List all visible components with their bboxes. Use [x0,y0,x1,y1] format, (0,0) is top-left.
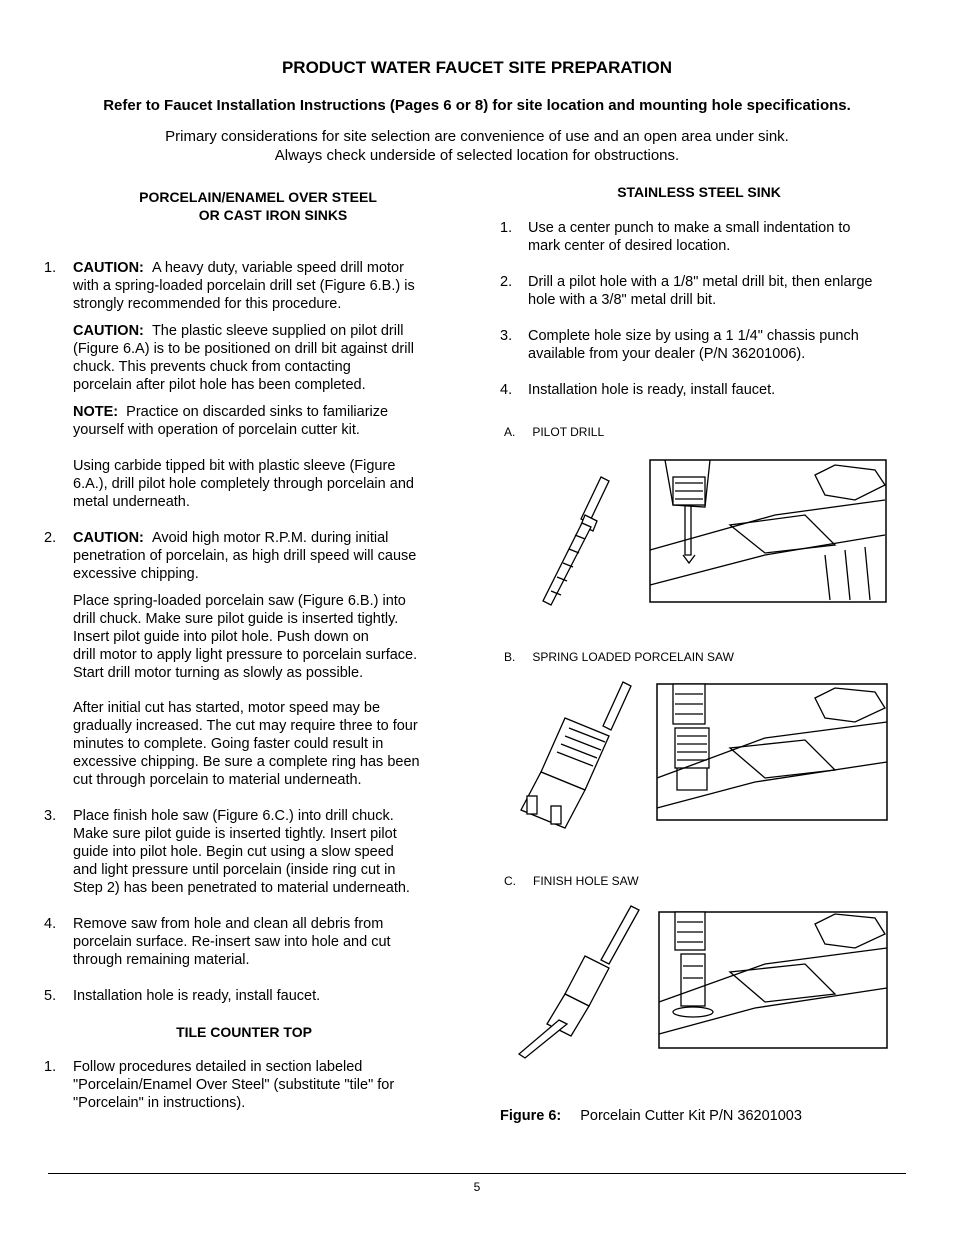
porcelain-heading [44,188,472,224]
step-number: 2. [500,274,513,290]
stainless-heading: STAINLESS STEEL SINK [617,184,781,200]
note-text: Practice on discarded sinks to familiarize [126,404,389,420]
paragraph-line: Installation hole is ready, install faucet. [73,988,321,1004]
paragraph-line: gradually increased. The cut may require three to four [73,718,418,734]
note-text: yourself with operation of porcelain cutter kit. [73,422,360,438]
porcelain-saw-illustration [505,678,895,838]
paragraph-line: Start drill motor turning as slowly as possible. [73,665,364,681]
paragraph-line: 6.A.), drill pilot hole completely through porcelain and [73,476,414,492]
paragraph-line: Step 2) has been penetrated to material underneath. [73,880,410,896]
paragraph-line: Place finish hole saw (Figure 6.C.) into drill chuck. [73,808,394,824]
porcelain-step-3 [44,807,454,902]
porcelain-step-1-note [73,403,473,439]
figure-caption [500,1108,802,1124]
paragraph-line: metal underneath. [73,494,190,510]
step-text [528,381,775,399]
stainless-step-4 [500,381,910,401]
caution-text: Avoid high motor R.P.M. during initial [151,530,389,546]
stainless-step-3 [500,327,910,367]
step-text [528,219,850,255]
step-text [528,273,872,309]
step-text [73,529,416,583]
paragraph-line: "Porcelain" in instructions). [73,1095,246,1111]
paragraph-line: drill chuck. Make sure pilot guide is inserted tightly. [73,611,399,627]
figure-letter: B. [504,650,516,664]
caution-text: The plastic sleeve supplied on pilot drill [151,323,404,339]
paragraph-line: drill motor to apply light pressure to porcelain surface. [73,647,418,663]
paragraph-line: Using carbide tipped bit with plastic sleeve (Figure [73,458,396,474]
caution-text: excessive chipping. [73,566,199,582]
paragraph-line: through remaining material. [73,952,250,968]
paragraph-line: guide into pilot hole. Begin cut using a slow speed [73,844,394,860]
paragraph-line: Follow procedures detailed in section labeled [73,1059,363,1075]
figure-caption-text: Porcelain Cutter Kit P/N 36201003 [580,1108,802,1124]
tile-step-1 [44,1058,454,1118]
porcelain-step-2-after [73,699,473,789]
paragraph-line: excessive chipping. Be sure a complete ring has been [73,754,420,770]
paragraph-line: Drill a pilot hole with a 1/8" metal drill bit, then enlarge [528,274,873,290]
paragraph-line: porcelain surface. Re-insert saw into hole and cut [73,934,391,950]
step-number: 1. [500,220,513,236]
porcelain-step-4 [44,915,454,975]
page-title: PRODUCT WATER FAUCET SITE PREPARATION [281,58,673,77]
caution-label: CAUTION: [73,323,144,339]
caution-text: A heavy duty, variable speed drill motor [151,260,404,276]
step-text [73,915,391,969]
intro-line-2: Always check underside of selected location for obstructions. [274,147,680,164]
paragraph-line: available from your dealer (P/N 36201006). [528,346,806,362]
paragraph-line: mark center of desired location. [528,238,731,254]
step-text [73,1058,394,1112]
caution-text: chuck. This prevents chuck from contacting [73,359,351,375]
porcelain-step-1-using [73,457,473,511]
reference-line: Refer to Faucet Installation Instructions (Pages 6 or 8) for site location and mounting hole specifications. [103,97,851,114]
step-number: 3. [500,328,513,344]
caution-text: penetration of porcelain, as high drill speed will cause [73,548,417,564]
figure-title: PILOT DRILL [532,425,605,439]
figure-a-label [504,425,604,439]
step-number: 1. [44,260,57,276]
paragraph-line: Use a center punch to make a small indentation to [528,220,851,236]
paragraph-line: hole with a 3/8" metal drill bit. [528,292,717,308]
figure-letter: C. [504,874,516,888]
caution-label: CAUTION: [73,260,144,276]
stainless-step-2 [500,273,910,313]
note-label: NOTE: [73,404,119,420]
intro-text [0,127,954,165]
porcelain-step-1 [44,259,454,319]
step-number: 4. [44,916,57,932]
paragraph-line: cut through porcelain to material underneath. [73,772,362,788]
paragraph-line: Remove saw from hole and clean all debris from [73,916,384,932]
porcelain-step-2 [44,529,454,589]
step-number: 2. [44,530,57,546]
caution-text: strongly recommended for this procedure. [73,296,342,312]
step-text [73,807,410,897]
caution-text: (Figure 6.A) is to be positioned on drill bit against drill [73,341,414,357]
caution-text: porcelain after pilot hole has been completed. [73,377,366,393]
page-number: 5 [473,1180,481,1194]
stainless-step-1 [500,219,910,259]
step-text [73,259,415,313]
caution-label: CAUTION: [73,530,144,546]
step-text [528,327,859,363]
pilot-drill-illustration [505,455,895,610]
paragraph-line: Make sure pilot guide is inserted tightly. Insert pilot [73,826,397,842]
paragraph-line: Insert pilot guide into pilot hole. Push down on [73,629,369,645]
step-number: 5. [44,988,57,1004]
paragraph-line: Installation hole is ready, install faucet. [528,382,776,398]
figure-title: SPRING LOADED PORCELAIN SAW [532,650,734,664]
porcelain-step-1-caution-2 [73,322,473,394]
paragraph-line: "Porcelain/Enamel Over Steel" (substitute "tile" for [73,1077,395,1093]
paragraph-line: and light pressure until porcelain (inside ring cut in [73,862,396,878]
intro-line-1: Primary considerations for site selection are convenience of use and an open area under sink. [165,128,789,145]
figure-b-label [504,650,734,664]
paragraph-line: After initial cut has started, motor speed may be [73,700,381,716]
paragraph-line: Place spring-loaded porcelain saw (Figure 6.B.) into [73,593,406,609]
figure-caption-label: Figure 6: [500,1108,562,1124]
porcelain-heading-line-2: OR CAST IRON SINKS [198,207,348,223]
porcelain-step-5 [44,987,454,1007]
tile-heading: TILE COUNTER TOP [176,1024,312,1040]
paragraph-line: minutes to complete. Going faster could result in [73,736,384,752]
figure-title: FINISH HOLE SAW [533,874,639,888]
porcelain-heading-line-1: PORCELAIN/ENAMEL OVER STEEL [139,189,377,205]
step-number: 4. [500,382,513,398]
figure-letter: A. [504,425,516,439]
footer-divider [48,1173,906,1174]
paragraph-line: Complete hole size by using a 1 1/4" chassis punch [528,328,859,344]
figure-c-label [504,874,639,888]
step-number: 1. [44,1059,57,1075]
finish-hole-saw-illustration [505,902,895,1062]
caution-text: with a spring-loaded porcelain drill set (Figure 6.B.) is [73,278,415,294]
step-text [73,987,320,1005]
step-number: 3. [44,808,57,824]
porcelain-step-2-place [73,592,473,682]
